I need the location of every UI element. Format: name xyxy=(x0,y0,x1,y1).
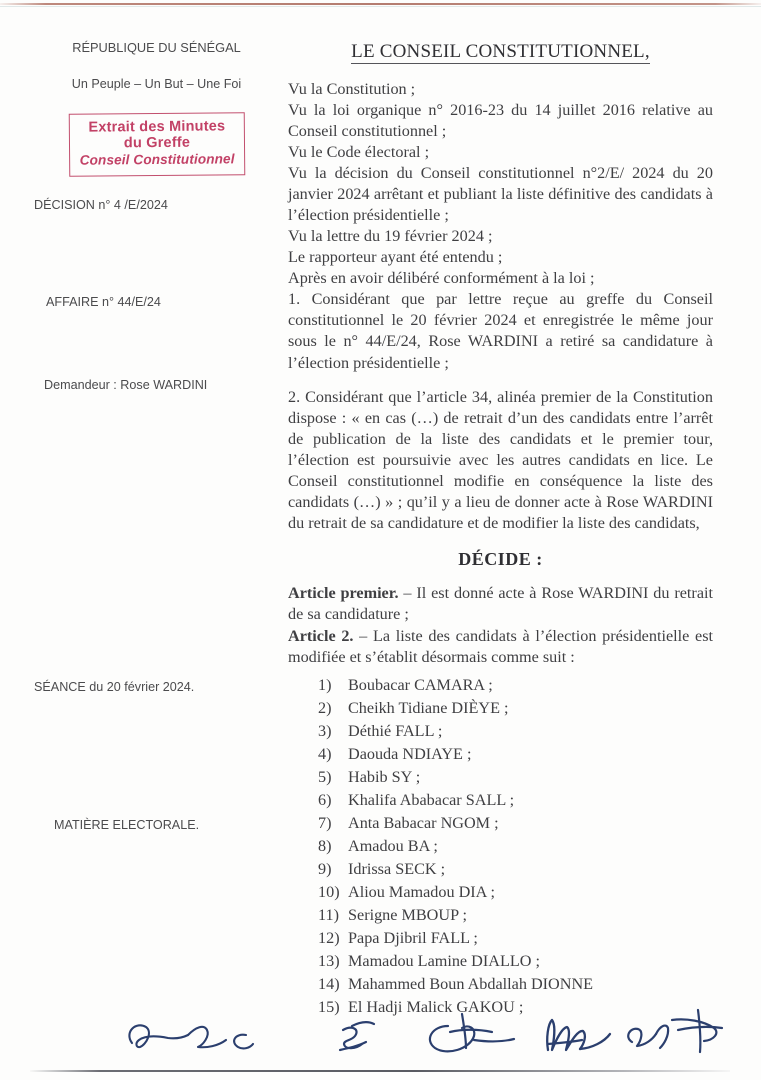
national-motto: Un Peuple – Un But – Une Foi xyxy=(71,77,242,91)
candidate-name: Idrissa SECK ; xyxy=(348,859,446,878)
list-item xyxy=(318,766,713,789)
decision-number: DÉCISION n° 4 /E/2024 xyxy=(34,197,168,212)
visa-item: Vu la Constitution ; xyxy=(288,79,416,98)
candidate-name: Boubacar CAMARA ; xyxy=(348,675,493,694)
list-item xyxy=(318,835,713,858)
candidate-name: Daouda NDIAYE ; xyxy=(348,744,472,763)
article-premier-label: Article premier. xyxy=(288,584,399,603)
candidate-name: El Hadji Malick GAKOU ; xyxy=(348,997,524,1016)
list-item xyxy=(318,858,713,881)
candidate-number: 9) xyxy=(318,859,332,878)
candidate-number: 6) xyxy=(318,790,332,809)
candidate-number: 7) xyxy=(318,813,332,832)
list-item xyxy=(318,789,713,812)
signature-3 xyxy=(430,1014,514,1051)
list-item xyxy=(318,743,713,766)
candidate-number: 13) xyxy=(318,951,340,970)
republic-heading: RÉPUBLIQUE DU SÉNÉGAL xyxy=(72,40,241,55)
list-item xyxy=(318,927,713,950)
list-item xyxy=(318,973,713,996)
document-title-text: LE CONSEIL CONSTITUTIONNEL, xyxy=(351,41,650,62)
article-premier xyxy=(288,583,713,625)
stamp-line-2: du Greffe xyxy=(123,134,190,152)
scan-top-edge-line-secondary xyxy=(0,6,761,7)
visa-item: Vu la décision du Conseil constitutionnel n°2/E/ 2024 du 20 janvier 2024 arrêtant et publiant la liste définitive des candidats à l’élection présidentielle ; xyxy=(288,163,713,225)
candidate-number: 2) xyxy=(318,698,332,717)
matiere-label: MATIÈRE ELECTORALE. xyxy=(54,818,200,832)
visa-item: Vu la lettre du 19 février 2024 ; xyxy=(288,227,493,246)
candidate-name: Aliou Mamadou DIA ; xyxy=(348,882,496,901)
list-item xyxy=(318,904,713,927)
candidate-number: 12) xyxy=(318,928,340,947)
candidate-name: Papa Djibril FALL ; xyxy=(348,928,478,947)
candidate-list xyxy=(288,674,713,1019)
considerant-1: 1. Considérant que par lettre reçue au greffe du Conseil constitutionnel le 20 février 2024 et enregistrée le même jour sous le n° 44/E/24, Rose WARDINI a retiré sa candidature à l’élection présidentielle ; xyxy=(288,290,713,372)
visa-list xyxy=(288,79,713,290)
demandeur-label: Demandeur : Rose WARDINI xyxy=(44,378,208,392)
article-2-text: – La liste des candidats à l’élection présidentielle est modifiée et s’établit désormais comme suit : xyxy=(288,626,713,666)
candidate-name: Mahammed Boun Abdallah DIONNE xyxy=(348,974,594,993)
list-item xyxy=(318,812,713,835)
list-item xyxy=(318,674,713,697)
candidate-name: Khalifa Ababacar SALL ; xyxy=(348,790,515,809)
visa-item: Après en avoir délibéré conformément à la loi ; xyxy=(288,269,595,288)
article-premier-text: – Il est donné acte à Rose WARDINI du retrait de sa candidature ; xyxy=(288,584,713,624)
candidate-number: 11) xyxy=(318,905,339,924)
candidate-number: 5) xyxy=(318,767,332,786)
candidate-number: 8) xyxy=(318,836,332,855)
list-item xyxy=(318,996,713,1019)
visa-item: Vu la loi organique n° 2016-23 du 14 juillet 2016 relative au Conseil constitutionnel ; xyxy=(288,100,713,140)
candidate-number: 1) xyxy=(318,675,332,694)
stamp-line-1: Extrait des Minutes xyxy=(87,118,225,136)
candidate-name: Cheikh Tidiane DIÈYE ; xyxy=(348,698,509,717)
list-item xyxy=(318,881,713,904)
candidate-number: 10) xyxy=(318,882,340,901)
registry-stamp xyxy=(68,112,245,176)
visa-item: Vu le Code électoral ; xyxy=(288,142,430,161)
candidate-name: Amadou BA ; xyxy=(348,836,438,855)
article-2 xyxy=(288,626,713,668)
article-2-label: Article 2. xyxy=(288,626,354,645)
candidate-name: Serigne MBOUP ; xyxy=(348,905,468,924)
visa-item: Le rapporteur ayant été entendu ; xyxy=(288,248,503,267)
considerant-2: 2. Considérant que l’article 34, alinéa premier de la Constitution dispose : « en cas (…) de retrait d’un des candidats entre l’arrêt de publication de la liste des candidats et le premier tour, l’élection est poursuivie avec les autres candidats en lice. Le Conseil constitutionnel modifie en conséquence la liste des candidats (…) » ; qu’il y a lieu de donner acte à Rose WARDINI du retrait de sa candidature et de modifier la liste des candidats, xyxy=(288,387,713,532)
candidate-name: Anta Babacar NGOM ; xyxy=(348,813,499,832)
decision-body-column xyxy=(288,40,713,1019)
candidate-name: Mamadou Lamine DIALLO ; xyxy=(348,951,540,970)
list-item xyxy=(318,950,713,973)
signature-2 xyxy=(340,1022,374,1050)
administrative-left-column xyxy=(34,40,279,392)
decide-heading: DÉCIDE : xyxy=(458,549,543,569)
list-item xyxy=(318,720,713,743)
signature-1 xyxy=(129,1025,253,1048)
document-title xyxy=(288,40,713,65)
candidate-name: Déthié FALL ; xyxy=(348,721,443,740)
scan-top-edge-line xyxy=(0,3,761,5)
stamp-line-3: Conseil Constitutionnel xyxy=(79,151,235,169)
candidate-number: 15) xyxy=(318,997,340,1016)
signature-4 xyxy=(547,1020,610,1050)
candidate-number: 14) xyxy=(318,974,340,993)
candidate-number: 4) xyxy=(318,744,332,763)
affaire-number: AFFAIRE n° 44/E/24 xyxy=(46,295,161,309)
candidate-name: Habib SY ; xyxy=(348,767,421,786)
list-item xyxy=(318,697,713,720)
candidate-number: 3) xyxy=(318,721,332,740)
scan-bottom-edge-line xyxy=(30,1070,730,1072)
seance-date: SÉANCE du 20 février 2024. xyxy=(34,680,195,694)
